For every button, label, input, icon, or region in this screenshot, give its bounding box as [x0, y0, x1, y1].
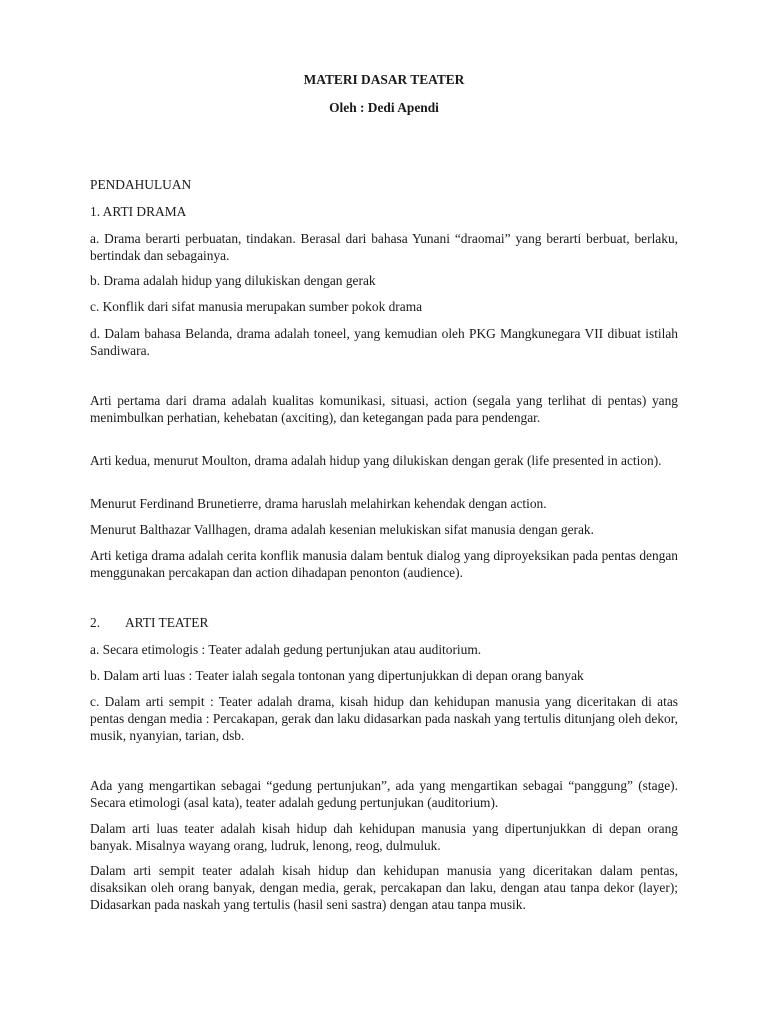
section1-paragraph-3: Menurut Ferdinand Brunetierre, drama haruslah melahirkan kehendak dengan action.	[90, 496, 547, 511]
section1-paragraph-5: Arti ketiga drama adalah cerita konflik manusia dalam bentuk dialog yang diproyeksikan pada pentas dengan menggunakan percakapan dan action dihadapan penonton (audience).	[90, 548, 678, 580]
section1-item-a: a. Drama berarti perbuatan, tindakan. Berasal dari bahasa Yunani “draomai” yang berarti berbuat, berlaku, bertindak dan sebagainya.	[90, 231, 678, 263]
section1-item-b: b. Drama adalah hidup yang dilukiskan dengan gerak	[90, 273, 376, 288]
document-author: Oleh : Dedi Apendi	[329, 100, 439, 115]
section1-paragraph-4: Menurut Balthazar Vallhagen, drama adalah kesenian melukiskan sifat manusia dengan gerak.	[90, 522, 594, 537]
section1-paragraph-2: Arti kedua, menurut Moulton, drama adalah hidup yang dilukiskan dengan gerak (life presented in action).	[90, 453, 662, 468]
section-intro-heading: PENDAHULUAN	[90, 177, 192, 192]
section2-item-b: b. Dalam arti luas : Teater ialah segala tontonan yang dipertunjukkan di depan orang banyak	[90, 668, 584, 683]
section1-heading: 1. ARTI DRAMA	[90, 204, 187, 219]
section2-title: ARTI TEATER	[125, 615, 209, 630]
section2-number: 2.	[90, 615, 101, 630]
section2-paragraph-3: Dalam arti sempit teater adalah kisah hidup dan kehidupan manusia yang diceritakan dalam pentas, disaksikan oleh orang banyak, dengan media, gerak, percakapan dan laku, dengan atau tanpa dekor (layer); Didasarkan pada naskah yang tertulis (hasil seni sastra) dengan atau tanpa musik.	[90, 863, 678, 912]
section2-heading	[90, 614, 678, 631]
section1-item-d: d. Dalam bahasa Belanda, drama adalah toneel, yang kemudian oleh PKG Mangkunegara VII dibuat istilah Sandiwara.	[90, 326, 678, 358]
section1-item-c: c. Konflik dari sifat manusia merupakan sumber pokok drama	[90, 299, 423, 314]
section2-paragraph-1: Ada yang mengartikan sebagai “gedung pertunjukan”, ada yang mengartikan sebagai “panggung” (stage). Secara etimologi (asal kata), teater adalah gedung pertunjukan (auditorium).	[90, 778, 678, 810]
section1-paragraph-1: Arti pertama dari drama adalah kualitas komunikasi, situasi, action (segala yang terlihat di pentas) yang menimbulkan perhatian, kehebatan (axciting), dan ketegangan pada para pendengar.	[90, 393, 678, 425]
section2-paragraph-2: Dalam arti luas teater adalah kisah hidup dah kehidupan manusia yang dipertunjukkan di depan orang banyak. Misalnya wayang orang, ludruk, lenong, reog, dulmuluk.	[90, 821, 678, 853]
section2-item-a: a. Secara etimologis : Teater adalah gedung pertunjukan atau auditorium.	[90, 642, 482, 657]
section2-item-c: c. Dalam arti sempit : Teater adalah drama, kisah hidup dan kehidupan manusia yang diceritakan di atas pentas dengan media : Percakapan, gerak dan laku didasarkan pada naskah yang tertulis ditunjang oleh dekor, musik, nyanyian, tarian, dsb.	[90, 694, 678, 743]
document-title: MATERI DASAR TEATER	[303, 72, 465, 87]
